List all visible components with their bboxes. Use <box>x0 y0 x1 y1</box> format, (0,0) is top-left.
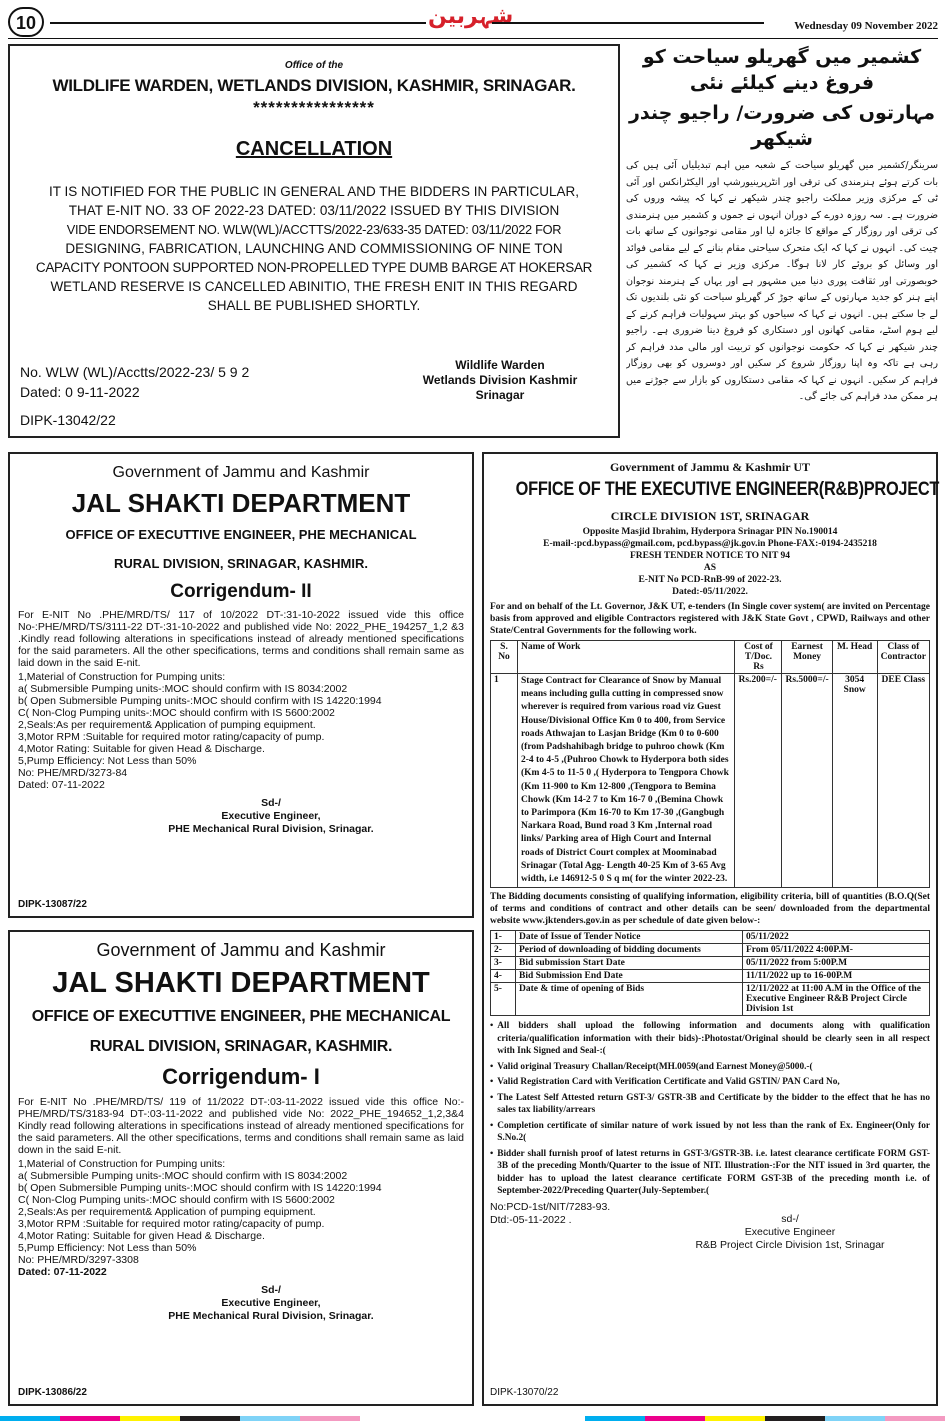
urdu-headline: مہارتوں کی ضرورت/ راجیو چندر شیکھر <box>628 102 936 150</box>
bullet-text: Completion certificate of similar nature of work issued by not less than the rank of Ex. Engineer(Only for S.No.2( <box>497 1120 930 1144</box>
color-swatch-pink <box>885 1416 945 1421</box>
corrigendum-intro: For E-NIT No .PHE/MRD/TS/ 119 of 11/2022 DT-:03-11-2022 issued vide this office No:-PHE/MRD/TS/3183-94 DT-:03-11-2022 and published vide No: 2022_PHE_194652_1,2,3&4 Kindly read following alterations in specifications instead of already mentioned specifications for the said parameters. All the other specifications, terms and conditions shall remain same as laid down in the said E-nit. <box>18 1096 464 1156</box>
office-name: WILDLIFE WARDEN, WETLANDS DIVISION, KASHMIR, SRINAGAR. <box>52 76 576 95</box>
signature-line: sd-/ <box>781 1212 799 1225</box>
urdu-article-body: سرینگر/کشمیر میں گھریلو سیاحت کے شعبہ میں اہم تبدیلیاں آئی ہیں کی بات کرتے ہوئے ہنرمندی کی ترقی اور انٹرپرینیورشپ اور الیکٹرانکس اور آئی ٹی کے مرکزی وزیر مملکت راجیو چندر شیکھر نے کہا کہ پیشہ وروں کی ضرورت ہے۔ سہ روزہ دورے کے دوران انہوں نے جموں و کشمیر میں ہنرمندی کی ترقی اور روزگار کے مواقع کا جائزہ لیا اور مقامی نوجوانوں کے ساتھ بات چیت کی۔ انہوں نے کہا کہ ایک متحرک سیاحتی مقام بنانے کے لیے مقامی فوائد اور وسائل کو بروئے کار لانا ہوگا۔ مرکزی وزیر نے کہا کہ کشمیر کی خوبصورتی اور ثقافت پوری دنیا میں مشہور ہے اور یہاں کے ہنرمند نوجوان اپنے ہنر کو جدید مہارتوں کے ساتھ جوڑ کر گھریلو سیاحت کو نئی بلندیوں تک لے جا سکتے ہیں۔ انہوں نے کہا کہ سیاحوں کو بہتر سہولیات فراہم کرنے کے لیے ہوم اسٹے، مقامی کھانوں اور دستکاری کو فروغ دینا ضروری ہے۔ راجیو چندر شیکھر نے کہا کہ حکومت نوجوانوں کو تربیت اور مالی مدد فراہم کر رہی ہے تاکہ وہ اپنا روزگار شروع کر سکیں اور دوسروں کو بھی روزگار فراہم کر سکیں۔ انہوں نے کہا کہ مقامی دستکاروں کو بازار سے جوڑنے میں ہر ممکن مدد فراہم کی جائے گی۔ <box>626 160 938 402</box>
schedule-no: 2- <box>491 944 516 957</box>
signature-line: Wildlife Warden <box>455 358 545 372</box>
corrigendum-intro: For E-NIT No .PHE/MRD/TS/ 117 of 10/2022 DT-:31-10-2022 issued vide this office No-:PHE/MRD/TS/3111-22 DT-:31-10-2022 and published vide No: 2022_PHE_194257_1,2 &3 .Kindly read following alterations in specifications instead of already mentioned specifications for the said parameters. All the other specifications, terms and conditions shall remain same as laid down in the said E-nit. <box>18 609 464 669</box>
page-number: 10 <box>15 13 37 33</box>
table-header-row <box>491 641 930 674</box>
body-line: SHALL BE PUBLISHED SHORTLY. <box>207 298 421 313</box>
color-swatch-cyan <box>0 1416 60 1421</box>
color-swatch-pink <box>300 1416 360 1421</box>
address-line: Opposite Masjid Ibrahim, Hyderpora Srinagar PIN No.190014 <box>582 527 838 537</box>
table-row <box>491 944 930 957</box>
point-line: 4,Motor Rating: Suitable for given Head & Discharge. <box>18 743 265 755</box>
color-swatch-black <box>180 1416 240 1421</box>
reference-number: No:PCD-1st/NIT/7283-93. <box>490 1200 611 1213</box>
bullet-dot: • <box>490 1061 494 1072</box>
table-cell: Rs.200=/- <box>735 674 782 888</box>
cancellation-body <box>14 182 614 315</box>
point-line: 1,Material of Construction for Pumping units: <box>18 671 226 683</box>
wildlife-cancellation-ad <box>8 44 620 438</box>
body-line: THAT E-NIT NO. 33 OF 2022-23 DATED: 03/11/2022 ISSUED BY THIS DIVISION <box>68 203 560 218</box>
office-line: RURAL DIVISION, SRINAGAR, KASHMIR. <box>89 1038 393 1055</box>
signature-line: Executive Engineer, <box>221 1297 321 1309</box>
bullet-item <box>490 1120 930 1145</box>
body-line: DESIGNING, FABRICATION, LAUNCHING AND COMMISSIONING OF NINE TON <box>65 241 563 256</box>
body-line: VIDE ENDORSEMENT NO. WLW(WL)/ACCTTS/2022-23/633-35 DATED: 03/11/2022 FOR <box>66 222 562 237</box>
reference-number: No. WLW (WL)/Acctts/2022-23/ 5 9 2 <box>20 364 250 380</box>
table-header: Earnest Money <box>782 641 832 674</box>
schedule-table <box>490 930 930 1016</box>
bullet-text: Valid Registration Card with Verification Certificate and Valid GSTIN/ PAN Card No, <box>497 1077 840 1088</box>
office-line: OFFICE OF EXECUTTIVE ENGINEER, PHE MECHANICAL <box>65 527 417 542</box>
color-swatch-light-cyan <box>825 1416 885 1421</box>
bullet-dot: • <box>490 1021 494 1032</box>
schedule-label: Date & time of opening of Bids <box>516 983 743 1016</box>
rb-tender-notice-ad <box>482 452 938 1406</box>
table-cell: 1 <box>491 674 518 888</box>
work-table <box>490 640 930 888</box>
table-row <box>491 970 930 983</box>
dated-line: Dated:-05/11/2022. <box>672 587 748 597</box>
reference-date: Dated: 0 9-11-2022 <box>20 384 140 400</box>
gov-title: Government of Jammu and Kashmir <box>96 940 386 960</box>
point-line: 1,Material of Construction for Pumping units: <box>18 1158 226 1170</box>
schedule-label: Date of Issue of Tender Notice <box>516 931 743 944</box>
body-line: IT IS NOTIFIED FOR THE PUBLIC IN GENERAL AND THE BIDDERS IN PARTICULAR, <box>48 184 580 199</box>
point-line: No: PHE/MRD/3297-3308 <box>18 1254 139 1266</box>
schedule-no: 1- <box>491 931 516 944</box>
department-title: JAL SHAKTI DEPARTMENT <box>52 967 430 999</box>
dipk-number: DIPK-13086/22 <box>18 1387 87 1398</box>
schedule-value: 12/11/2022 at 11:00 A.M in the Office of the Executive Engineer R&B Project Circle Division 1st <box>743 983 930 1016</box>
signature-block <box>390 358 610 403</box>
table-row <box>491 957 930 970</box>
color-swatch-magenta <box>645 1416 705 1421</box>
page-number-badge <box>8 7 44 37</box>
point-line: a( Submersible Pumping units-:MOC should confirm with IS 8034:2002 <box>18 1170 348 1182</box>
contact-line: E-mail-:pcd.bypass@gmail.com, pcd.bypass@jk.gov.in Phone-FAX:-0194-2435218 <box>543 539 877 549</box>
bullet-text: Valid original Treasury Challan/Receipt(MH.0059(and Earnest Money@5000.-( <box>497 1061 813 1072</box>
point-line: 4,Motor Rating: Suitable for given Head & Discharge. <box>18 1230 265 1242</box>
point-line: 2,Seals:As per requirement& Application of pumping equipment. <box>18 719 316 731</box>
table-header: S. No <box>491 641 518 674</box>
schedule-label: Bid submission Start Date <box>516 957 743 970</box>
signature-line: Executive Engineer, <box>221 810 321 822</box>
circle-title: CIRCLE DIVISION 1ST, SRINAGAR <box>610 509 810 523</box>
schedule-label: Period of downloading of bidding documents <box>516 944 743 957</box>
point-line: 5,Pump Efficiency: Not Less than 50% <box>18 755 197 767</box>
table-row <box>491 983 930 1016</box>
point-line: Dated: 07-11-2022 <box>18 1266 107 1278</box>
fresh-notice-line: FRESH TENDER NOTICE TO NIT 94 <box>629 551 791 561</box>
signature-line: Executive Engineer <box>744 1225 836 1238</box>
color-swatch-magenta <box>60 1416 120 1421</box>
color-swatch-cyan <box>585 1416 645 1421</box>
point-line: 3,Motor RPM :Suitable for required motor rating/capacity of pump. <box>18 1218 325 1230</box>
bullet-dot: • <box>490 1148 494 1159</box>
bullet-item <box>490 1092 930 1117</box>
dipk-number: DIPK-13070/22 <box>490 1387 559 1398</box>
color-swatch-light-cyan <box>240 1416 300 1421</box>
signature-line: PHE Mechanical Rural Division, Srinagar. <box>168 823 374 835</box>
jal-shakti-corrigendum-1-ad <box>8 930 474 1406</box>
office-line: RURAL DIVISION, SRINAGAR, KASHMIR. <box>114 556 368 571</box>
signature-block <box>10 797 472 836</box>
table-cell-work: Stage Contract for Clearance of Snow by Manual means including gulla cutting in compressed snow wherever is required from various road viz Guest House/Divisional Office Km 0 to 400, from Service roads Athwajan to Lasjan Bridge (Km 0 to 0-600 (from Padshahibagh bridge to puhroo chowk (Km 2-4 to 4-5 ,(Puhroo Chowk to Hyderpora both sides (Km 4-5 to 11-5 0 ,( Hyderpora to Tengpora Chowk (Km 11-900 to Km 12-800 ,(Tengpora to Bemina Chowk (Km 14-2 7 to Km 16-7 0 ,(Bemina Chowk to Parimpora (Km 16-70 to Km 17-30 ,(Gangbugh Narkara Road, Bund road 3 Km ,Internal road links/ Parking area of High Court and Internal roads of District Court complex at Moominabad Srinagar (Total Agg- Length 40-25 Km of 3-65 Avg width, i.e 146912-5 0 S q m( for the winter 2022-23. <box>518 674 735 888</box>
point-line: b( Open Submersible Pumping units-:MOC should confirm with IS 14220:1994 <box>18 695 382 707</box>
bullet-dot: • <box>490 1092 494 1103</box>
bullet-item <box>490 1020 930 1058</box>
table-cell: Rs.5000=/- <box>782 674 832 888</box>
schedule-no: 3- <box>491 957 516 970</box>
office-line: OFFICE OF EXECUTTIVE ENGINEER, PHE MECHANICAL <box>31 1008 451 1025</box>
table-cell: DEE Class <box>877 674 929 888</box>
schedule-label: Bid Submission End Date <box>516 970 743 983</box>
schedule-value: 05/11/2022 from 5:00P.M <box>743 957 930 970</box>
bullet-dot: • <box>490 1077 494 1088</box>
table-row <box>491 931 930 944</box>
masthead-bottom-rule <box>8 38 938 39</box>
point-line: C( Non-Clog Pumping units-:MOC should confirm with IS 5600:2002 <box>18 707 335 719</box>
corrigendum-points <box>18 671 464 791</box>
bullet-item <box>490 1061 930 1074</box>
gov-title: Government of Jammu and Kashmir <box>112 464 370 481</box>
table-header: M. Head <box>832 641 877 674</box>
requirement-bullets <box>490 1020 930 1198</box>
gov-title: Government of Jammu & Kashmir UT <box>609 460 811 474</box>
stars-divider: **************** <box>253 98 375 117</box>
cancellation-heading-text: CANCELLATION <box>235 138 393 160</box>
point-line: 3,Motor RPM :Suitable for required motor rating/capacity of pump. <box>18 731 325 743</box>
corrigendum-title: Corrigendum- II <box>170 581 312 602</box>
point-line: b( Open Submersible Pumping units-:MOC should confirm with IS 14220:1994 <box>18 1182 382 1194</box>
table-row <box>491 674 930 888</box>
point-line: No: PHE/MRD/3273-84 <box>18 767 128 779</box>
schedule-value: From 05/11/2022 4:00P.M- <box>743 944 930 957</box>
jal-shakti-corrigendum-2-ad <box>8 452 474 918</box>
office-label: Office of the <box>284 60 344 71</box>
bullet-dot: • <box>490 1120 494 1131</box>
tender-intro: For and on behalf of the Lt. Governor, J&K UT, e-tenders (In Single cover system( are invited on Percentage basis from approved and eligible Contractors registered with J&K State Govt , CPWD, Railways and other State/Central Governments for the following work. <box>490 602 930 636</box>
table-cell: 3054 Snow <box>832 674 877 888</box>
dipk-number: DIPK-13087/22 <box>18 899 87 910</box>
masthead-rule <box>492 22 764 24</box>
urdu-news-article <box>626 44 938 438</box>
table-header: Cost of T/Doc. Rs <box>735 641 782 674</box>
bullet-text: All bidders shall upload the following information and documents along with qualification criteria/qualification information with their bids)-:Photostat/Original should be clearly seen in all respect with Ink Signed and Seal-:( <box>497 1021 930 1057</box>
schedule-value: 05/11/2022 <box>743 931 930 944</box>
department-title: JAL SHAKTI DEPARTMENT <box>71 488 411 518</box>
point-line: 2,Seals:As per requirement& Application of pumping equipment. <box>18 1206 316 1218</box>
masthead-rule <box>50 22 426 24</box>
bullet-text: Bidder shall furnish proof of latest returns in GST-3/GSTR-3B. i.e. latest clearance certificate FORM GST-3B of the preceding Month/Quarter to the issue of NIT. Illustration-:For the NIT issued in 3rd quarter, the bidder has to upload the latest clearance certificate FORM GST-3B of the preceding month i.e. of September-2022/Preceding Quarter(July-September.( <box>497 1148 930 1197</box>
bullet-item <box>490 1076 930 1089</box>
bidding-text: The Bidding documents consisting of qualifying information, eligibility criteria, bill of quantities (B.O.Q(Set of terms and conditions of contract and other details can be seen/ downloaded from the departmental website www.jktenders.gov.in as per schedule of date given below-: <box>490 892 930 927</box>
color-swatch-black <box>765 1416 825 1421</box>
corrigendum-points <box>18 1158 464 1278</box>
corrigendum-title: Corrigendum- I <box>162 1064 320 1089</box>
point-line: a( Submersible Pumping units-:MOC should confirm with IS 8034:2002 <box>18 683 348 695</box>
signature-line: PHE Mechanical Rural Division, Srinagar. <box>168 1310 374 1322</box>
bullet-item <box>490 1148 930 1198</box>
urdu-headline: کشمیر میں گھریلو سیاحت کو فروغ دینے کیلئے نئی <box>642 46 922 94</box>
office-title: OFFICE OF THE EXECUTIVE ENGINEER(R&B)PROJECT <box>515 479 940 500</box>
signature-line: Sd-/ <box>261 1284 281 1296</box>
enit-line: E-NIT No PCD-RnB-99 of 2022-23. <box>638 575 782 585</box>
signature-line: Sd-/ <box>261 797 281 809</box>
color-swatch-yellow <box>120 1416 180 1421</box>
bullet-text: The Latest Self Attested return GST-3/ GSTR-3B and Certificate by the bidder to the effect that he has no sales tax liability/arrears <box>497 1092 930 1116</box>
signature-block <box>10 1284 472 1323</box>
schedule-no: 4- <box>491 970 516 983</box>
body-line: WETLAND RESERVE IS CANCELLED ABINITIO, THE FRESH ENIT IN THIS REGARD <box>50 279 578 294</box>
table-header: Class of Contractor <box>877 641 929 674</box>
signature-line: Wetlands Division Kashmir <box>422 373 578 387</box>
cancellation-heading <box>10 138 618 161</box>
issue-date: Wednesday 09 November 2022 <box>794 20 938 32</box>
point-line: C( Non-Clog Pumping units-:MOC should confirm with IS 5600:2002 <box>18 1194 335 1206</box>
reference-date: Dtd:-05-11-2022 . <box>490 1213 572 1226</box>
color-swatch-yellow <box>705 1416 765 1421</box>
schedule-no: 5- <box>491 983 516 1016</box>
dipk-number: DIPK-13042/22 <box>20 412 116 428</box>
body-line: CAPACITY PONTOON SUPPORTED NON-PROPELLED TYPE DUMB BARGE AT HOKERSAR <box>35 260 593 275</box>
newspaper-logo: شہربین <box>428 4 514 29</box>
signature-line: R&B Project Circle Division 1st, Srinagar <box>695 1238 885 1251</box>
as-line: AS <box>703 563 717 573</box>
point-line: Dated: 07-11-2022 <box>18 779 105 791</box>
signature-line: Srinagar <box>475 388 525 402</box>
schedule-value: 11/11/2022 up to 16-00P.M <box>743 970 930 983</box>
table-header: Name of Work <box>518 641 735 674</box>
point-line: 5,Pump Efficiency: Not Less than 50% <box>18 1242 197 1254</box>
